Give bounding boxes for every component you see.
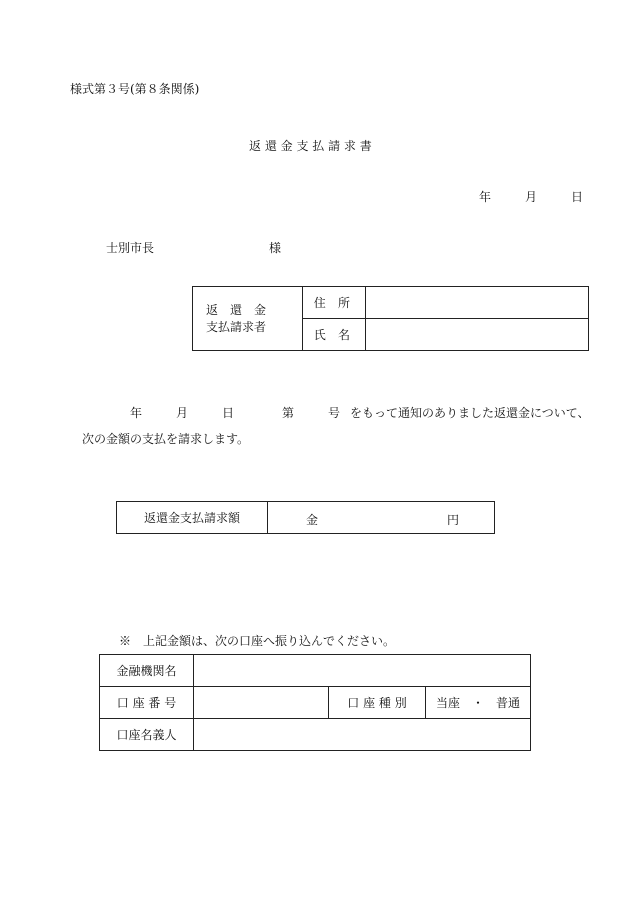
amount-suffix: 円 — [447, 513, 460, 527]
body-month: 月 — [176, 406, 189, 420]
body-text-tail: をもって通知のありました返還金について、 — [350, 406, 590, 420]
requester-table — [192, 286, 589, 351]
name-label: 氏 名 — [303, 319, 366, 351]
document-title: 返 還 金 支 払 請 求 書 — [249, 139, 372, 153]
name-field[interactable] — [366, 319, 589, 351]
requester-label-line1: 返 還 金 — [206, 302, 267, 317]
date-month: 月 — [525, 190, 538, 204]
addressee-name: 士別市長 — [106, 241, 155, 255]
body-go: 号 — [328, 406, 341, 420]
institution-label: 金融機関名 — [100, 655, 194, 687]
account-type-options[interactable]: 当座 ・ 普通 — [426, 687, 531, 719]
account-number-field[interactable] — [194, 687, 329, 719]
form-number: 様式第３号(第８条関係) — [70, 82, 200, 96]
body-dai: 第 — [282, 406, 295, 420]
requester-label-cell — [193, 287, 303, 351]
amount-table — [116, 501, 495, 534]
bank-table — [99, 654, 531, 751]
amount-prefix: 金 — [306, 513, 319, 527]
body-year: 年 — [130, 406, 143, 420]
account-number-label: 口 座 番 号 — [100, 687, 194, 719]
body-text-line2: 次の金額の支払を請求します。 — [82, 432, 250, 446]
holder-label: 口座名義人 — [100, 719, 194, 751]
address-label: 住 所 — [303, 287, 366, 319]
date-year: 年 — [479, 190, 492, 204]
account-type-label: 口 座 種 別 — [329, 687, 426, 719]
body-day: 日 — [222, 406, 235, 420]
holder-field[interactable] — [194, 719, 531, 751]
address-field[interactable] — [366, 287, 589, 319]
addressee-honorific: 様 — [269, 241, 282, 255]
amount-label: 返還金支払請求額 — [117, 502, 268, 534]
transfer-note: ※ 上記金額は、次の口座へ振り込んでください。 — [119, 634, 396, 648]
date-day: 日 — [571, 190, 584, 204]
amount-field[interactable] — [268, 502, 495, 534]
institution-field[interactable] — [194, 655, 531, 687]
requester-label-line2: 支払請求者 — [206, 319, 267, 334]
